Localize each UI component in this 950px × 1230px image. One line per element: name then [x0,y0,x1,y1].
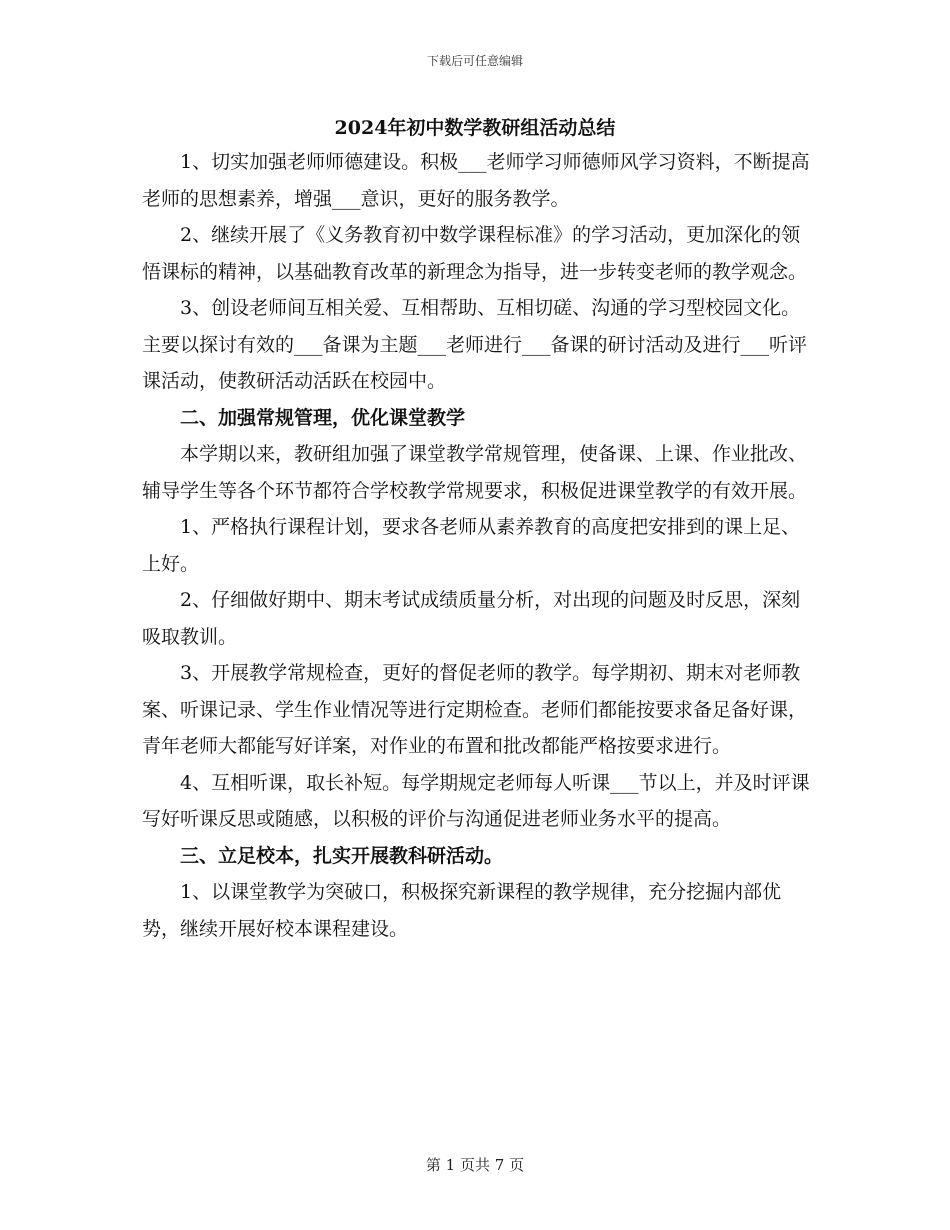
document-body [142,144,812,947]
paragraph: 1、切实加强老师师德建设。积极___老师学习师德师风学习资料，不断提高老师的思想素养，增强___意识，更好的服务教学。 [142,151,810,210]
paragraph: 本学期以来，教研组加强了课堂教学常规管理，使备课、上课、作业批改、辅导学生等各个环节都符合学校教学常规要求，积极促进课堂教学的有效开展。 [142,443,808,502]
section-heading: 三、立足校本，扎实开展教科研活动。 [180,844,504,867]
paragraph: 2、继续开展了《义务教育初中数学课程标准》的学习活动，更加深化的领悟课标的精神，以基础教育改革的新理念为指导，进一步转变老师的教学观念。 [142,224,808,283]
page-footer: 第 1 页共 7 页 [425,1156,525,1174]
paragraph: 1、以课堂教学为突破口，积极探究新课程的教学规律，充分挖掘内部优势，继续开展好校本课程建设。 [142,881,782,940]
paragraph: 3、开展教学常规检查，更好的督促老师的教学。每学期初、期末对老师教案、听课记录、学生作业情况等进行定期检查。老师们都能按要求备足备好课，青年老师大都能写好详案，对作业的布置和批改都能严格按要求进行。 [142,662,808,757]
page-header: 下载后可任意编辑 [426,54,523,68]
section-heading: 二、加强常规管理，优化课堂教学 [180,406,466,429]
document-title: 2024年初中数学教研组活动总结 [334,117,616,139]
paragraph: 2、仔细做好期中、期末考试成绩质量分析，对出现的问题及时反思，深刻吸取教训。 [142,589,801,648]
paragraph: 4、互相听课，取长补短。每学期规定老师每人听课___节以上，并及时评课写好听课反思或随感，以积极的评价与沟通促进老师业务水平的提高。 [142,771,810,830]
paragraph: 1、严格执行课程计划，要求各老师从素养教育的高度把安排到的课上足、上好。 [142,516,801,575]
paragraph: 3、创设老师间互相关爱、互相帮助、互相切磋、沟通的学习型校园文化。主要以探讨有效的___备课为主题___老师进行___备课的研讨活动及进行___听评课活动，使教研活动活跃在校园中。 [142,297,808,392]
